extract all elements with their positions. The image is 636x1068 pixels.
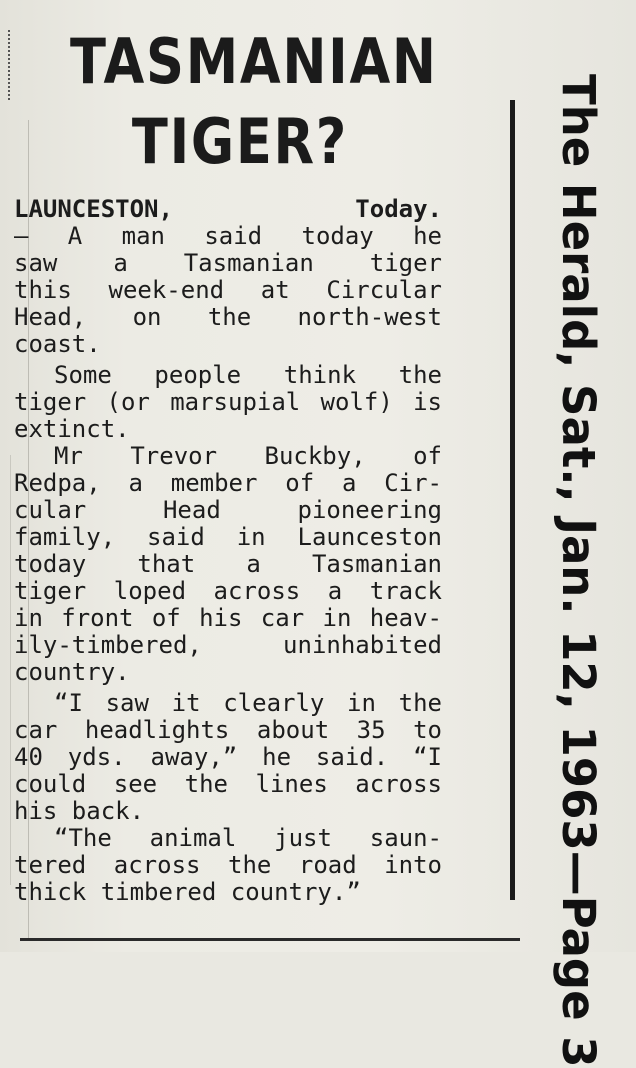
article-line: this week-end at Circular: [14, 277, 442, 304]
left-edge-dots: [8, 30, 16, 100]
headline: [70, 22, 438, 182]
article-line: — A man said today he: [14, 223, 442, 250]
article-line: today that a Tasmanian: [14, 551, 442, 578]
column-rule: [510, 100, 515, 900]
bottom-rule: [20, 938, 520, 941]
article-line: 40 yds. away,” he said. “I: [14, 744, 442, 771]
article-line: extinct.: [14, 416, 130, 443]
article-line: his back.: [14, 798, 145, 825]
headline-line-2: TIGER?: [131, 105, 349, 178]
article-line: car headlights about 35 to: [14, 717, 442, 744]
article-body: [14, 196, 442, 906]
article-line: Mr Trevor Buckby, of: [54, 443, 442, 470]
article-line: tiger (or marsupial wolf) is: [14, 389, 442, 416]
article-line: could see the lines across: [14, 771, 442, 798]
article-line: cular Head pioneering: [14, 497, 442, 524]
article-line: Redpa, a member of a Cir-: [14, 470, 442, 497]
article-line: Some people think the: [54, 362, 442, 389]
article-line: tered across the road into: [14, 852, 442, 879]
left-fold-line: [10, 455, 11, 885]
article-line: LAUNCESTON, Today.: [14, 196, 442, 223]
article-line: tiger loped across a track: [14, 578, 442, 605]
article-line: Head, on the north-west: [14, 304, 442, 331]
article-line: country.: [14, 659, 130, 686]
source-citation: The Herald, Sat., Jan. 12, 1963—Page 3: [552, 74, 605, 1068]
headline-line-1: TASMANIAN: [70, 25, 438, 98]
article-line: saw a Tasmanian tiger: [14, 250, 442, 277]
article-line: coast.: [14, 331, 101, 358]
article-line: “I saw it clearly in the: [54, 690, 442, 717]
article-line: in front of his car in heav-: [14, 605, 442, 632]
article-line: ily-timbered, uninhabited: [14, 632, 442, 659]
article-line: “The animal just saun-: [54, 825, 442, 852]
article-line: family, said in Launceston: [14, 524, 442, 551]
article-line: thick timbered country.”: [14, 879, 361, 906]
